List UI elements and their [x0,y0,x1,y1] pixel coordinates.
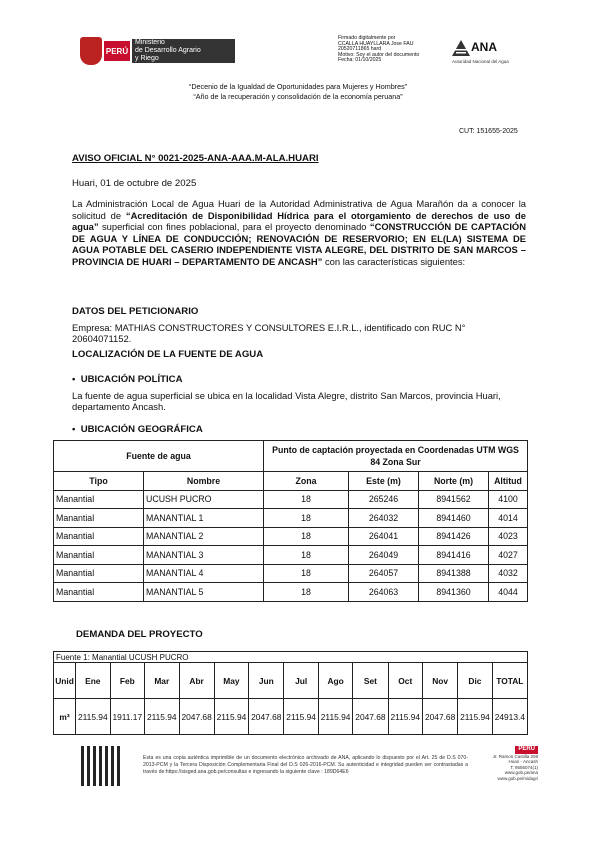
peru-badge: PERÚ [515,746,538,754]
demanda-cell: 1911.17 [110,699,144,735]
demanda-cell: 2115.94 [318,699,352,735]
demanda-col-header: Abr [179,663,214,699]
demanda-col-header: Jul [284,663,318,699]
signature-line: 20520711865 hard [338,46,382,53]
geo-table-row [54,546,528,565]
demanda-cell: 2115.94 [458,699,492,735]
digital-signature [338,36,448,64]
demanda-cell: 2115.94 [284,699,318,735]
ministry-line-3: y Riego [135,55,159,62]
demanda-cell: 2047.68 [423,699,458,735]
geo-group-punto: Punto de captación proyectada en Coordenadas UTM WGS 84 Zona Sur [264,441,528,472]
geo-cell: 18 [264,546,349,565]
geo-cell: Manantial [54,564,144,583]
demanda-col-header: Ago [318,663,352,699]
demanda-col-header: Unid [54,663,76,699]
demanda-fuente-row [54,652,528,663]
demanda-col-header: TOTAL [492,663,527,699]
demanda-col-header: Jun [249,663,284,699]
peticionario-text: Empresa: MATHIAS CONSTRUCTORES Y CONSULTORES E.I.R.L., identificado con RUC N° 20604071152. [72,322,466,345]
demanda-col-header: Dic [458,663,492,699]
demanda-cell: m³ [54,699,76,735]
demanda-cell: 2047.68 [353,699,388,735]
geo-col-norte: Norte (m) [419,472,489,491]
geo-col-zona: Zona [264,472,349,491]
cut-number: CUT: 151655-2025 [459,128,518,135]
geo-table-row [54,564,528,583]
demanda-col-header: Oct [388,663,422,699]
demanda-cell: 2047.68 [179,699,214,735]
intro-text: La Administración Local de Agua Huari de la Autoridad Administrativa de Agua Marañón da a conocer la solicitud de [72,198,526,221]
geo-cell: Manantial [54,527,144,546]
geo-cell: Manantial [54,546,144,565]
demanda-col-header: May [214,663,248,699]
geo-table-row [54,509,528,528]
geo-cell: 264041 [349,527,419,546]
geo-header-row [54,472,528,491]
decenio-slogans [0,82,596,102]
contact-line: www.gob.pe/midagri [497,775,538,781]
footer-contact [468,746,538,781]
coat-of-arms-icon [80,37,102,65]
ana-mark-icon [452,40,470,56]
qr-code-icon [81,746,121,786]
demanda-col-header: Mar [145,663,179,699]
geo-table-row [54,527,528,546]
demanda-cell: 2115.94 [214,699,248,735]
signature-line: Fecha: 01/10/2025 [338,57,382,64]
demanda-table [53,651,528,735]
document-title: AVISO OFICIAL N° 0021-2025-ANA-AAA.M-ALA.HUARI [72,153,319,164]
localizacion-heading: LOCALIZACIÓN DE LA FUENTE DE AGUA [72,349,264,360]
geo-cell: Manantial [54,583,144,602]
geo-cell: 4100 [489,490,528,509]
intro-bold-project: “CONSTRUCCIÓN DE CAPTACIÓN DE AGUA Y LÍNEA DE CONDUCCIÓN; RENOVACIÓN DE RESERVORIO; EN EL(LA) SISTEMA DE AGUA POTABLE DEL CASERIO INDEPENDIENTE VISTA ALEGRE, DEL DISTRITO DE SAN MARCOS – PROVINCIA DE HUARI – DEPARTAMENTO DE ANCASH” [72,221,526,267]
geo-table-row [54,490,528,509]
ministry-line-1: Ministerio [135,39,165,46]
demanda-cell: 2115.94 [388,699,422,735]
contact-line: www.gob.pe/ana [504,770,538,775]
geo-cell: UCUSH PUCRO [144,490,264,509]
ministry-logo [80,37,235,65]
geo-cell: 265246 [349,490,419,509]
geo-cell: 4044 [489,583,528,602]
geo-cell: 4014 [489,509,528,528]
contact-line: T: 9556074(1) [510,764,538,770]
peru-label: PERÚ [104,41,130,61]
ana-subtitle: Autoridad Nacional del Agua [452,59,509,64]
geo-group-header-row [54,441,528,472]
geo-cell: 8941388 [419,564,489,583]
geo-cell: Manantial [54,490,144,509]
geo-cell: 264057 [349,564,419,583]
geo-cell: MANANTIAL 2 [144,527,264,546]
geo-cell: Manantial [54,509,144,528]
geo-cell: 8941562 [419,490,489,509]
geo-table [53,440,528,602]
contact-line: Huari - Ancash [508,759,538,764]
ubicacion-politica-heading: • UBICACIÓN POLÍTICA [72,374,183,385]
geo-cell: 18 [264,509,349,528]
ministry-line-2: de Desarrollo Agrario [135,47,201,54]
intro-bold-request: “Acreditación de Disponibilidad Hídrica para el otorgamiento de derechos de uso de agua” [72,209,526,232]
ministry-name [132,39,235,63]
geo-col-nombre: Nombre [144,472,264,491]
geo-cell: 8941460 [419,509,489,528]
demanda-cell: 24913.4 [492,699,527,735]
ubicacion-politica-text: La fuente de agua superficial se ubica en la localidad Vista Alegre, distrito San Marcos, provincia Huari, departamento Ancash. [72,390,501,413]
geo-cell: 264032 [349,509,419,528]
demanda-header-row [54,663,528,699]
peticionario-heading: DATOS DEL PETICIONARIO [72,306,199,317]
ubicacion-geografica-label: UBICACIÓN GEOGRÁFICA [80,424,203,435]
anio-line: “Año de la recuperación y consolidación de la economía peruana” [193,92,403,101]
ana-logo [452,38,522,68]
intro-text: superficial con fines poblacional, para el proyecto denominado [98,221,370,232]
geo-cell: MANANTIAL 3 [144,546,264,565]
geo-col-tipo: Tipo [54,472,144,491]
contact-line: Jr. Ramon Castilla 208 [492,753,538,759]
demanda-cell: 2047.68 [249,699,284,735]
demanda-col-header: Set [353,663,388,699]
demanda-cell: 2115.94 [145,699,179,735]
geo-cell: 18 [264,583,349,602]
signature-line: Motivo: Soy el autor del documento [338,51,420,58]
geo-cell: 4032 [489,564,528,583]
geo-cell: MANANTIAL 1 [144,509,264,528]
footer-authenticity-text: Esta es una copia auténtica imprimible de un documento electrónico archivado de ANA, aplicando lo dispuesto por el Art. 25 de D.S 070-2013-PCM y la Tercera Disposición Complementaria Final del D.S 026-2016-PCM. Su autenticidad e integridad pueden ser contrastadas a través de:https://sisged.ana.gob.pe/consultas e ingresando la siguiente clave : 189D64E6 [143,755,468,775]
signature-line: CCALLA HUAYLLARA Jose FAU [338,40,414,47]
geo-group-fuente: Fuente de agua [54,441,264,472]
demanda-cell: 2115.94 [76,699,110,735]
intro-paragraph [72,198,526,267]
demanda-col-header: Nov [423,663,458,699]
intro-text: con las características siguientes: [322,255,466,267]
demanda-col-header: Feb [110,663,144,699]
ubicacion-politica-label: UBICACIÓN POLÍTICA [80,374,183,385]
decenio-line: “Decenio de la Igualdad de Oportunidades para Mujeres y Hombres” [188,82,408,91]
document-date: Huari, 01 de octubre de 2025 [72,178,197,189]
geo-cell: 4027 [489,546,528,565]
geo-cell: 264049 [349,546,419,565]
geo-cell: 8941426 [419,527,489,546]
geo-cell: 18 [264,490,349,509]
geo-cell: MANANTIAL 4 [144,564,264,583]
geo-table-row [54,583,528,602]
demanda-value-row [54,699,528,735]
demanda-heading: DEMANDA DEL PROYECTO [76,629,203,640]
geo-cell: 4023 [489,527,528,546]
geo-cell: 264063 [349,583,419,602]
ubicacion-geografica-heading: • UBICACIÓN GEOGRÁFICA [72,424,203,435]
ana-wordmark: ANA [471,40,497,54]
geo-cell: 18 [264,564,349,583]
signature-line: Firmado digitalmente por [338,35,396,41]
geo-cell: 8941416 [419,546,489,565]
geo-col-este: Este (m) [349,472,419,491]
geo-cell: MANANTIAL 5 [144,583,264,602]
geo-col-altitud: Altitud [489,472,528,491]
geo-cell: 18 [264,527,349,546]
demanda-col-header: Ene [76,663,110,699]
demanda-fuente: Fuente 1: Manantial UCUSH PUCRO [54,652,528,663]
geo-cell: 8941360 [419,583,489,602]
